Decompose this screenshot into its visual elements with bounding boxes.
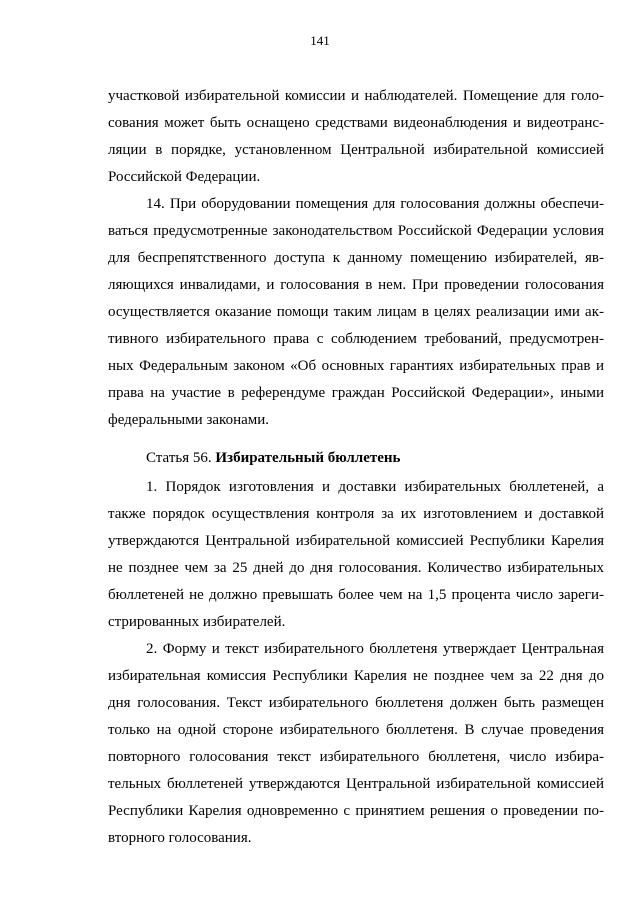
text-line: ваться предусмотренные законодательством Российской Федерации условия <box>108 223 604 239</box>
text-line: бюллетеней не должно превышать более чем на 1,5 процента число зареги- <box>108 587 604 603</box>
text-line: вторного голосования. <box>108 830 252 846</box>
text-line: Республики Карелия одновременно с принятием решения о проведении по- <box>108 803 604 819</box>
text-line: избирательная комиссия Республики Карелия не позднее чем за 22 дня до <box>108 668 604 684</box>
text-line: не позднее чем за 25 дней до дня голосования. Количество избирательных <box>108 560 604 576</box>
text-line: утверждаются Центральной избирательной комиссией Республики Карелия <box>108 533 604 549</box>
text-line: 14. При оборудовании помещения для голосования должны обеспечи- <box>146 196 604 212</box>
text-line: ляции в порядке, установленном Центральной избирательной комиссией <box>108 142 604 158</box>
text-line: дня голосования. Текст избирательного бюллетеня должен быть размещен <box>108 695 604 711</box>
text-line: 1. Порядок изготовления и доставки избирательных бюллетеней, а <box>146 479 604 495</box>
text-line: федеральными законами. <box>108 412 270 428</box>
text-line: права на участие в референдуме граждан Российской Федерации», иными <box>108 385 604 401</box>
text-line: Российской Федерации. <box>108 169 261 185</box>
text-line: сования может быть оснащено средствами видеонаблюдения и видеотранс- <box>108 115 604 131</box>
text-line: тельных бюллетеней утверждаются Центральной избирательной комиссией <box>108 776 604 792</box>
text-line: повторного голосования текст избирательного бюллетеня, число избира- <box>108 749 604 765</box>
page-number: 141 <box>310 33 330 48</box>
text-line: только на одной стороне избирательного бюллетеня. В случае проведения <box>108 722 604 738</box>
text-line: ных Федеральным законом «Об основных гарантиях избирательных прав и <box>108 358 604 374</box>
text-line: осуществляется оказание помощи таким лицам в целях реализации ими ак- <box>108 304 604 320</box>
article-heading <box>146 448 400 468</box>
text-line: стрированных избирателей. <box>108 614 286 630</box>
text-line: участковой избирательной комиссии и наблюдателей. Помещение для голо- <box>108 88 604 104</box>
text-line: тивного избирательного права с соблюдением требований, предусмотрен- <box>108 331 604 347</box>
text-line: для беспрепятственного доступа к данному помещению избирателей, яв- <box>108 250 604 266</box>
article-number: Статья 56. <box>146 450 216 466</box>
text-line: 2. Форму и текст избирательного бюллетеня утверждает Центральная <box>146 641 604 657</box>
text-line: ляющихся инвалидами, и голосования в нем. При проведении голосования <box>108 277 604 293</box>
text-line: также порядок осуществления контроля за их изготовлением и доставкой <box>108 506 604 522</box>
article-title: Избирательный бюллетень <box>215 450 401 466</box>
